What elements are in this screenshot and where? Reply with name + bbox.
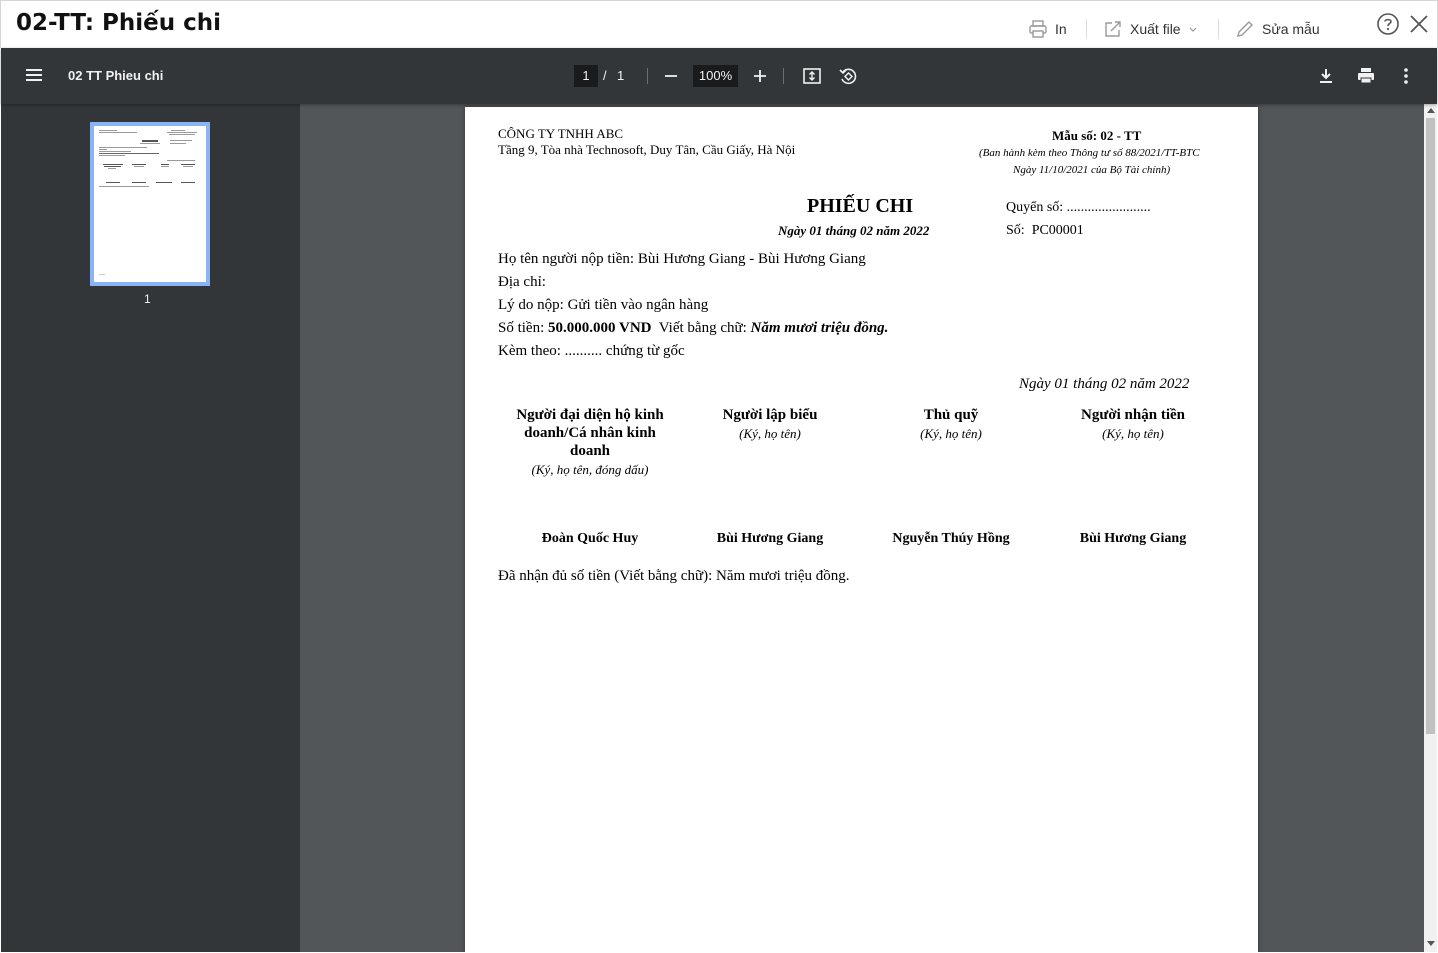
document-viewport[interactable]: [300, 104, 1424, 952]
signer-name: Bùi Hương Giang: [1079, 531, 1187, 546]
document-title: PHIẾU CHI: [807, 195, 914, 217]
signature-title: Người nhận tiền: [1081, 407, 1185, 423]
attached-line: [498, 343, 685, 360]
signature-block: [1053, 406, 1213, 442]
close-icon[interactable]: [1408, 13, 1430, 35]
export-label: Xuất file: [1130, 21, 1181, 37]
sign-date: Ngày 01 tháng 02 năm 2022: [1019, 376, 1190, 392]
address-label: Địa chỉ:: [498, 274, 546, 290]
print-icon[interactable]: [1356, 66, 1376, 86]
signature-note: (Ký, họ tên, đóng dấu): [531, 462, 649, 477]
rotate-icon[interactable]: [838, 66, 858, 86]
address-line: [498, 274, 546, 291]
thumbnail-page-number: 1: [144, 292, 151, 306]
fit-to-page-icon[interactable]: [802, 66, 822, 86]
signature-title: Người lập biểu: [722, 407, 818, 423]
page-number-input[interactable]: 1: [574, 65, 598, 87]
book-number: Quyển số: ........................: [1006, 200, 1151, 215]
dialog-title: 02-TT: Phiếu chi: [16, 10, 222, 36]
scrollbar-thumb[interactable]: [1426, 118, 1435, 734]
signature-block: [503, 406, 677, 478]
print-button[interactable]: [1028, 17, 1067, 41]
signature-block: [871, 406, 1031, 442]
amount-words-value: Năm mươi triệu đồng.: [750, 320, 889, 336]
voucher-number: PC00001: [1031, 223, 1084, 238]
edit-template-button[interactable]: [1235, 17, 1320, 41]
signature-note: (Ký, họ tên): [739, 426, 801, 441]
pencil-icon: [1235, 19, 1255, 39]
print-label: In: [1055, 21, 1067, 37]
scroll-down-arrow-icon[interactable]: [1427, 941, 1435, 946]
edit-template-label: Sửa mẫu: [1262, 21, 1320, 37]
signature-block: [690, 406, 850, 442]
zoom-out-icon[interactable]: [663, 66, 679, 86]
signature-title: Thủ quỹ: [923, 407, 979, 423]
amount-label: Số tiền:: [498, 320, 545, 336]
page-thumbnail[interactable]: [90, 122, 210, 286]
download-icon[interactable]: [1317, 66, 1335, 86]
voucher-number-label: Số:: [1006, 223, 1025, 238]
zoom-level-input[interactable]: 100%: [693, 65, 738, 87]
zoom-in-icon[interactable]: [752, 66, 768, 86]
reason-line: [498, 297, 708, 314]
toolbar-divider: [1086, 19, 1087, 39]
attached-value: ..........: [564, 343, 603, 359]
company-name: CÔNG TY TNHH ABC: [498, 126, 624, 141]
signature-note: (Ký, họ tên): [920, 426, 982, 441]
menu-icon[interactable]: [25, 66, 43, 84]
page-total: 1: [617, 68, 625, 83]
page-separator: /: [603, 68, 607, 83]
help-icon[interactable]: [1376, 12, 1400, 36]
toolbar-divider: [1218, 19, 1219, 39]
chevron-down-icon: [1187, 23, 1199, 35]
document-name: 02 TT Phieu chi: [68, 68, 164, 83]
payer-label: Họ tên người nộp tiền:: [498, 251, 635, 267]
vertical-scrollbar[interactable]: [1424, 104, 1437, 952]
thumbnail-panel: [1, 104, 300, 952]
payer-value: Bùi Hương Giang - Bùi Hương Giang: [637, 251, 866, 267]
page-thumbnail-preview: [94, 126, 206, 282]
pdf-toolbar: [1, 48, 1437, 104]
attached-suffix: chứng từ gốc: [605, 343, 685, 359]
signer-name: Nguyễn Thúy Hồng: [892, 531, 1010, 546]
form-number: Mẫu số: 02 - TT: [1052, 128, 1142, 143]
export-icon: [1103, 19, 1123, 39]
signer-name: Đoàn Quốc Huy: [541, 531, 639, 546]
amount-words-label: Viết bằng chữ:: [658, 320, 747, 336]
document-date: Ngày 01 tháng 02 năm 2022: [778, 223, 930, 238]
attached-label: Kèm theo:: [498, 343, 561, 359]
more-options-icon[interactable]: [1399, 66, 1413, 86]
toolbar-divider: [783, 68, 784, 84]
payer-line: [498, 251, 866, 268]
export-file-button[interactable]: [1103, 17, 1199, 41]
printer-icon: [1028, 19, 1048, 39]
voucher-number-line: [1006, 223, 1084, 239]
scroll-up-arrow-icon[interactable]: [1427, 108, 1435, 113]
reason-value: Gửi tiền vào ngân hàng: [567, 297, 709, 313]
amount-value: 50.000.000 VND: [548, 320, 652, 336]
form-note-line2: Ngày 11/10/2021 của Bộ Tài chính): [1013, 164, 1171, 176]
document-page: [465, 107, 1258, 952]
received-amount-line: Đã nhận đủ số tiền (Viết bằng chữ): Năm mươi triệu đồng.: [498, 568, 850, 584]
signature-note: (Ký, họ tên): [1102, 426, 1164, 441]
amount-line: [498, 320, 888, 337]
reason-label: Lý do nộp:: [498, 297, 564, 313]
dialog-header: [0, 0, 1438, 48]
signer-name: Bùi Hương Giang: [716, 531, 824, 546]
company-address: Tầng 9, Tòa nhà Technosoft, Duy Tân, Cầu Giấy, Hà Nội: [498, 142, 796, 157]
signature-title: Người đại diện hộ kinh doanh/Cá nhân kinh doanh: [516, 407, 664, 459]
toolbar-divider: [647, 68, 648, 84]
form-note-line1: (Ban hành kèm theo Thông tư số 88/2021/TT-BTC: [979, 147, 1200, 159]
